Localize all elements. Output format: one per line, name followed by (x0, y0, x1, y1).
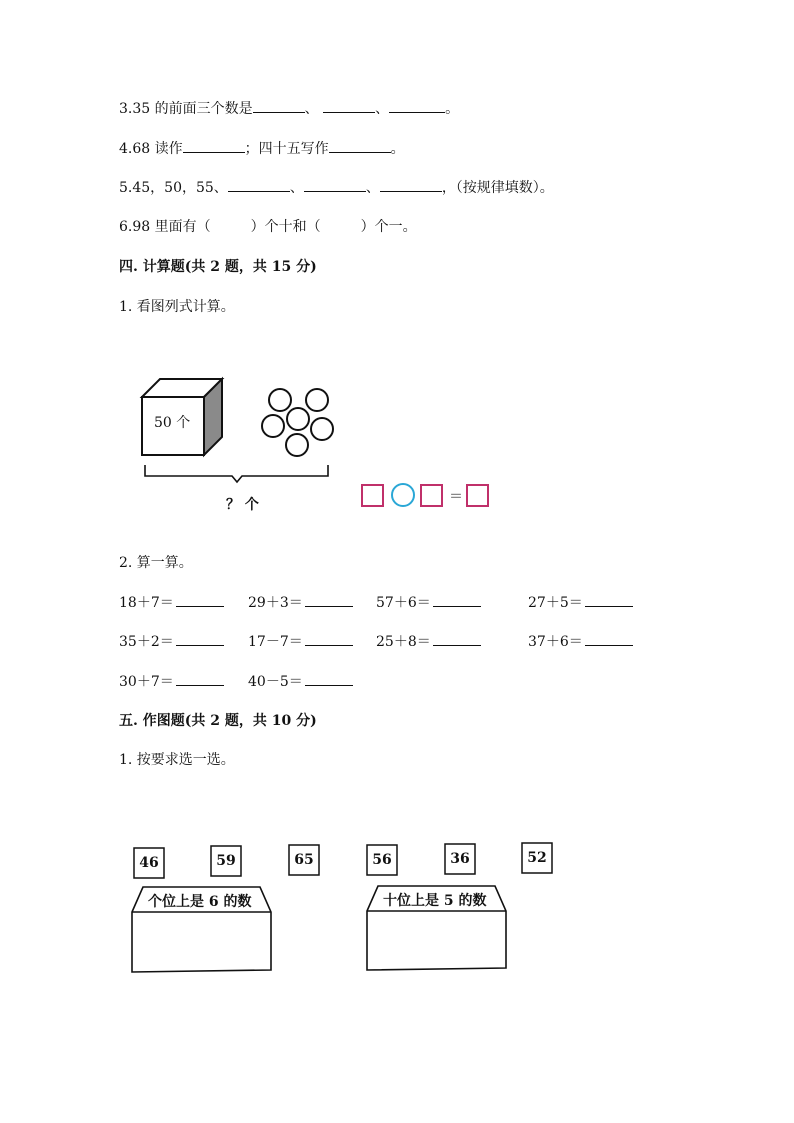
calc-item: 30＋7＝ (119, 671, 224, 691)
answer-blank[interactable] (305, 631, 353, 646)
drop-area-1[interactable] (134, 914, 269, 969)
box-1-label: 个位上是 6 的数 (148, 894, 252, 910)
number-card[interactable]: 56 (372, 852, 392, 868)
answer-blank[interactable] (176, 671, 224, 686)
number-card[interactable]: 59 (216, 853, 236, 869)
number-card[interactable]: 65 (294, 852, 314, 868)
section-5-title: 五. 作图题(共 2 题，共 10 分) (119, 713, 317, 729)
cube-label: 50 个 (154, 415, 191, 431)
question-4: 4.68 读作 ；四十五写作 。 (119, 138, 405, 158)
answer-blank[interactable] (176, 631, 224, 646)
calc-item: 40－5＝ (248, 671, 353, 691)
answer-blank[interactable] (433, 631, 481, 646)
answer-blank[interactable] (585, 592, 633, 607)
question-5: 5.45，50，55、 、 、 ，（按规律填数）。 (119, 177, 554, 197)
q5-1-label: 1. 按要求选一选。 (119, 752, 235, 768)
answer-blank[interactable] (585, 631, 633, 646)
circles-group (262, 389, 333, 456)
question-3: 3.35 的前面三个数是 、 、 。 (119, 98, 459, 118)
question-mark-label: ？ 个 (226, 497, 259, 513)
card-frames (134, 843, 552, 878)
box-2-label: 十位上是 5 的数 (383, 893, 487, 909)
answer-square-1 (362, 485, 383, 506)
answer-blank[interactable] (305, 671, 353, 686)
drop-area-2[interactable] (369, 913, 504, 967)
question-6: 6.98 里面有（ ）个十和（ ）个一。 (119, 219, 417, 235)
circle-icon (286, 434, 308, 456)
circle-icon (262, 415, 284, 437)
calc-item: 18＋7＝ (119, 592, 224, 612)
calc-item: 57＋6＝ (376, 592, 481, 612)
circle-icon (306, 389, 328, 411)
equals-sign: ＝ (449, 489, 463, 505)
brace (145, 465, 328, 482)
q4-1-label: 1. 看图列式计算。 (119, 299, 235, 315)
q4-2-label: 2. 算一算。 (119, 555, 193, 571)
section-4-title: 四. 计算题(共 2 题，共 15 分) (119, 259, 317, 275)
operator-circle (392, 484, 414, 506)
answer-square-2 (421, 485, 442, 506)
calc-item: 25＋8＝ (376, 631, 481, 651)
calc-item: 27＋5＝ (528, 592, 633, 612)
circle-icon (269, 389, 291, 411)
calc-item: 35＋2＝ (119, 631, 224, 651)
answer-blank[interactable] (176, 592, 224, 607)
number-card[interactable]: 46 (139, 855, 159, 871)
calc-item: 17－7＝ (248, 631, 353, 651)
calc-item: 29＋3＝ (248, 592, 353, 612)
calc-item: 37＋6＝ (528, 631, 633, 651)
answer-blank[interactable] (433, 592, 481, 607)
answer-square-3 (467, 485, 488, 506)
circle-icon (287, 408, 309, 430)
circle-icon (311, 418, 333, 440)
number-card[interactable]: 52 (527, 850, 547, 866)
number-card[interactable]: 36 (450, 851, 470, 867)
answer-blank[interactable] (305, 592, 353, 607)
